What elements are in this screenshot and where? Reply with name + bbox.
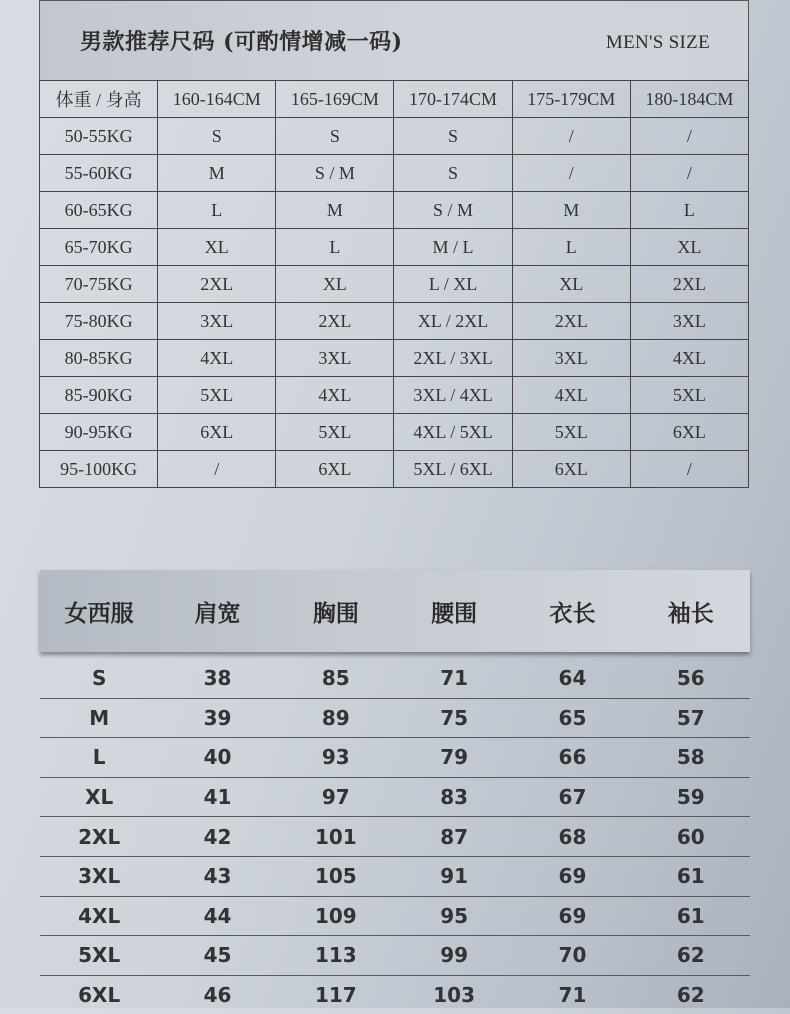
women-table-cell: 62 [676, 943, 705, 968]
men-table-cell: XL [630, 229, 748, 266]
men-table-header-cell: 180-184CM [630, 81, 748, 118]
women-table-cell: 39 [203, 705, 232, 730]
women-chart-header [40, 570, 750, 652]
men-table-cell: L [630, 192, 748, 229]
women-table-cell: 69 [558, 864, 587, 889]
men-table-cell: 2XL [512, 303, 630, 340]
women-table-cell: L [92, 745, 106, 770]
men-table-cell: 4XL [276, 377, 394, 414]
men-table-header-cell: 160-164CM [158, 81, 276, 118]
men-table-cell: 4XL [630, 340, 748, 377]
men-table-header-cell: 体重 / 身高 [40, 81, 158, 118]
women-table-cell: 65 [558, 705, 587, 730]
women-table-cell: 56 [676, 666, 705, 691]
women-table-cell: 61 [676, 864, 705, 889]
women-table-cell: 59 [676, 785, 705, 810]
men-table-cell: 95-100KG [40, 451, 158, 488]
men-table-row [40, 266, 749, 303]
men-table-cell: S [394, 118, 512, 155]
men-table-cell: / [512, 155, 630, 192]
women-table-cell: 41 [203, 785, 232, 810]
men-table-cell: 3XL [630, 303, 748, 340]
women-table-cell: 85 [321, 666, 350, 691]
men-table-cell: 5XL / 6XL [394, 451, 512, 488]
men-table-cell: XL [512, 266, 630, 303]
men-table-cell: 5XL [512, 414, 630, 451]
men-table-cell: M / L [394, 229, 512, 266]
men-table-cell: L / XL [394, 266, 512, 303]
men-table-cell: / [630, 451, 748, 488]
women-table-cell: 66 [558, 745, 587, 770]
men-table-cell: S / M [276, 155, 394, 192]
men-table-cell: 4XL / 5XL [394, 414, 512, 451]
women-table-cell: 3XL [78, 864, 121, 889]
women-table-cell: 91 [440, 864, 469, 889]
men-table-row [40, 192, 749, 229]
men-table-cell: S [394, 155, 512, 192]
women-table-cell: 97 [321, 785, 350, 810]
men-table-cell: 2XL [158, 266, 276, 303]
women-table-cell: 67 [558, 785, 587, 810]
men-table-cell: 55-60KG [40, 155, 158, 192]
men-table-cell: 80-85KG [40, 340, 158, 377]
men-table-cell: 2XL [276, 303, 394, 340]
men-table-cell: 4XL [512, 377, 630, 414]
women-table-header-cell: 胸围 [312, 600, 359, 627]
men-table-cell: 85-90KG [40, 377, 158, 414]
women-table-cell: M [89, 705, 110, 730]
women-table-cell: 87 [440, 824, 469, 849]
men-table-cell: 6XL [276, 451, 394, 488]
men-table-cell: L [512, 229, 630, 266]
women-table-header-cell: 女西服 [64, 600, 134, 627]
women-table-row [40, 857, 750, 897]
men-table-cell: 5XL [630, 377, 748, 414]
men-table-cell: 3XL [512, 340, 630, 377]
women-table-cell: 105 [314, 864, 357, 889]
women-table-header-cell: 袖长 [667, 600, 714, 627]
women-table-cell: S [91, 666, 107, 691]
men-size-table [39, 80, 749, 488]
women-table-cell: 58 [676, 745, 705, 770]
women-table-cell: 40 [203, 745, 232, 770]
women-table-cell: 95 [440, 903, 469, 928]
men-table-cell: 4XL [158, 340, 276, 377]
women-table-cell: 99 [440, 943, 469, 968]
men-table-cell: 60-65KG [40, 192, 158, 229]
men-table-cell: / [630, 118, 748, 155]
women-table-cell: 38 [203, 666, 232, 691]
men-table-cell: S / M [394, 192, 512, 229]
men-table-cell: M [158, 155, 276, 192]
women-size-chart [40, 570, 750, 1014]
women-table-header-cell: 腰围 [431, 600, 478, 627]
men-table-cell: 75-80KG [40, 303, 158, 340]
women-table-cell: 6XL [78, 983, 121, 1008]
men-table-cell: / [630, 155, 748, 192]
men-table-cell: 3XL [158, 303, 276, 340]
men-table-cell: M [512, 192, 630, 229]
men-table-row [40, 414, 749, 451]
men-table-cell: / [158, 451, 276, 488]
men-table-row [40, 340, 749, 377]
men-table-header-row [40, 81, 749, 118]
men-table-cell: L [158, 192, 276, 229]
women-table-cell: 68 [558, 824, 587, 849]
men-table-cell: 50-55KG [40, 118, 158, 155]
men-table-cell: S [276, 118, 394, 155]
women-table-cell: 45 [203, 943, 232, 968]
men-table-header-cell: 175-179CM [512, 81, 630, 118]
women-table-cell: 60 [676, 824, 705, 849]
men-table-cell: 3XL [276, 340, 394, 377]
men-table-cell: 5XL [158, 377, 276, 414]
women-table-header-cell: 肩宽 [194, 600, 241, 627]
women-table-cell: 69 [558, 903, 587, 928]
men-table-row [40, 303, 749, 340]
men-table-row [40, 118, 749, 155]
men-table-cell: 3XL / 4XL [394, 377, 512, 414]
men-size-chart [39, 0, 749, 488]
men-table-row [40, 155, 749, 192]
women-table-row [40, 778, 750, 818]
men-table-cell: 6XL [512, 451, 630, 488]
women-table-cell: 62 [676, 983, 705, 1008]
women-table-row [40, 817, 750, 857]
women-table-cell: 83 [440, 785, 469, 810]
women-table-cell: 79 [440, 745, 469, 770]
women-table-cell: 61 [676, 903, 705, 928]
men-table-cell: 65-70KG [40, 229, 158, 266]
women-table-cell: 75 [440, 705, 469, 730]
women-table-cell: 89 [321, 705, 350, 730]
women-table-cell: 44 [203, 903, 232, 928]
men-table-cell: 90-95KG [40, 414, 158, 451]
women-table-row [40, 659, 750, 699]
women-table-cell: 42 [203, 824, 232, 849]
men-table-row [40, 377, 749, 414]
women-table-row [40, 699, 750, 739]
women-table-cell: 103 [433, 983, 476, 1008]
men-table-cell: 2XL / 3XL [394, 340, 512, 377]
women-table-cell: 70 [558, 943, 587, 968]
women-table-cell: 101 [314, 824, 357, 849]
women-table-cell: 57 [676, 705, 705, 730]
men-chart-header [39, 0, 749, 80]
men-chart-title: 男款推荐尺码 (可酌情增减一码) [80, 29, 403, 55]
women-table-cell: 64 [558, 666, 587, 691]
women-table-cell: 113 [314, 943, 357, 968]
men-table-header-cell: 165-169CM [276, 81, 394, 118]
women-table-row [40, 936, 750, 976]
women-table-cell: 2XL [78, 824, 121, 849]
women-table-cell: XL [85, 785, 114, 810]
men-table-cell: M [276, 192, 394, 229]
women-table-cell: 4XL [78, 903, 121, 928]
men-table-cell: S [158, 118, 276, 155]
women-table-header-cell: 衣长 [549, 600, 596, 627]
women-size-rows [40, 659, 750, 1014]
women-table-cell: 71 [440, 666, 469, 691]
women-table-cell: 93 [321, 745, 350, 770]
women-table-cell: 5XL [78, 943, 121, 968]
men-table-cell: 6XL [630, 414, 748, 451]
men-table-header-cell: 170-174CM [394, 81, 512, 118]
men-table-cell: XL [158, 229, 276, 266]
women-table-row [40, 897, 750, 937]
women-table-row [40, 738, 750, 778]
men-table-cell: L [276, 229, 394, 266]
men-table-cell: 5XL [276, 414, 394, 451]
women-table-cell: 117 [314, 983, 357, 1008]
men-table-cell: XL [276, 266, 394, 303]
women-table-cell: 43 [203, 864, 232, 889]
men-chart-subtitle: MEN'S SIZE [605, 32, 710, 53]
women-table-cell: 109 [314, 903, 357, 928]
men-table-cell: XL / 2XL [394, 303, 512, 340]
women-table-cell: 71 [558, 983, 587, 1008]
women-table-cell: 46 [203, 983, 232, 1008]
men-table-row [40, 229, 749, 266]
women-table-row [40, 976, 750, 1014]
men-table-row [40, 451, 749, 488]
men-table-cell: / [512, 118, 630, 155]
men-table-cell: 6XL [158, 414, 276, 451]
men-table-cell: 70-75KG [40, 266, 158, 303]
men-table-cell: 2XL [630, 266, 748, 303]
